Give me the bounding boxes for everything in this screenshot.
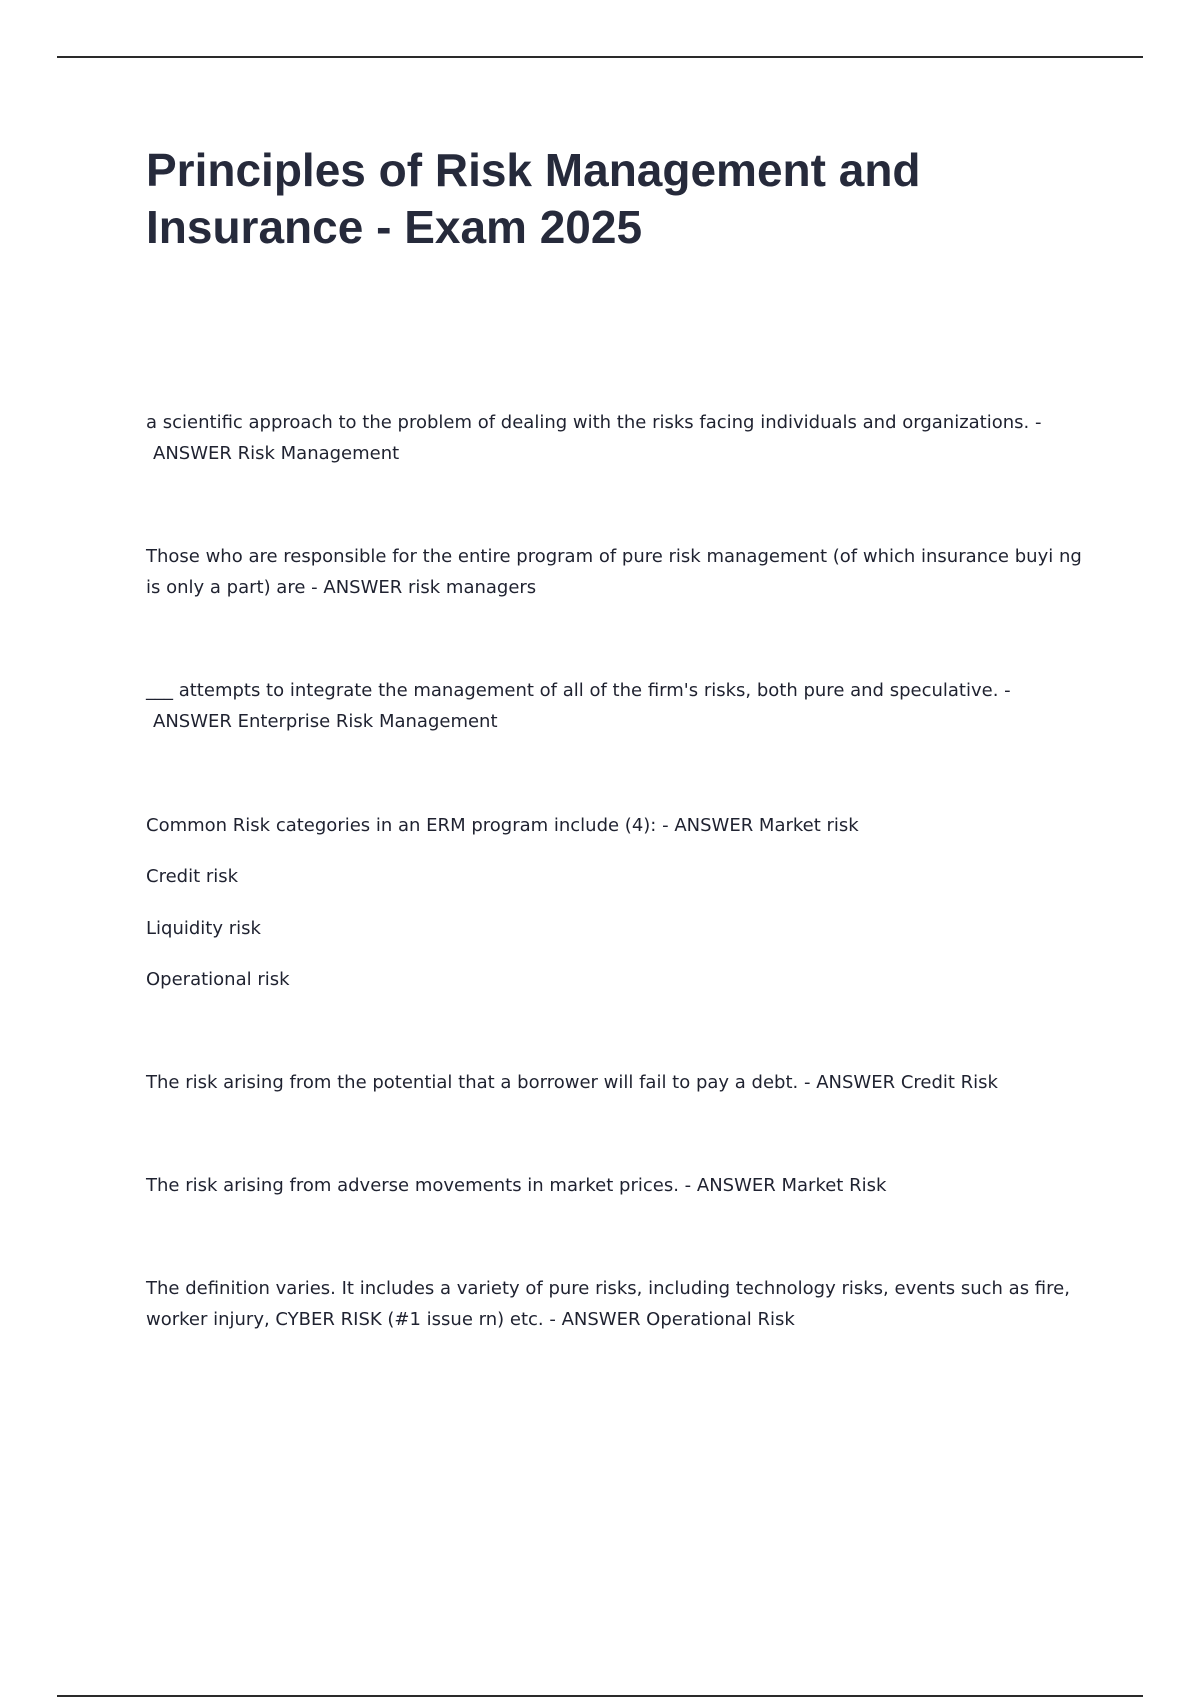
question-text: a scientific approach to the problem of dealing with the risks facing individuals and organizations. - [146, 412, 1042, 433]
answer-text: ANSWER risk managers [323, 576, 537, 598]
qa-item [146, 1274, 1086, 1335]
qa-item [146, 676, 1086, 737]
top-divider [57, 56, 1143, 58]
page-title: Principles of Risk Management and Insurance - Exam 2025 [146, 144, 921, 253]
qa-item [146, 1171, 1086, 1202]
qa-item [146, 1068, 1086, 1099]
question-text: Those who are responsible for the entire program of pure risk management (of which insurance buyi ng is only a part) are - [146, 546, 1082, 598]
question-text: ___ attempts to integrate the management of all of the firm's risks, both pure and speculative. - [146, 680, 1011, 701]
answer-text: ANSWER Market Risk [696, 1175, 887, 1196]
bottom-divider [57, 1695, 1143, 1697]
answer-list-item: Operational risk [146, 969, 290, 990]
answer-text: ANSWER Market risk [674, 815, 859, 836]
question-text: The definition varies. It includes a variety of pure risks, including technology risks, events such as fire, worker injury, CYBER RISK (#1 issue rn) etc. - [146, 1278, 1070, 1330]
question-text: Common Risk categories in an ERM program include (4): - [146, 815, 669, 836]
qa-item [146, 811, 1086, 842]
answer-text: ANSWER Credit Risk [816, 1072, 998, 1093]
answer-text: ANSWER Operational Risk [561, 1308, 795, 1330]
qa-item [146, 542, 1086, 603]
answer-list-item: Credit risk [146, 866, 239, 887]
answer-text: ANSWER Enterprise Risk Management [153, 710, 498, 732]
qa-item [146, 408, 1086, 469]
answer-list-item: Liquidity risk [146, 918, 261, 939]
question-text: The risk arising from adverse movements in market prices. - [146, 1175, 692, 1196]
answer-text: ANSWER Risk Management [153, 442, 400, 464]
question-text: The risk arising from the potential that a borrower will fail to pay a debt. - [146, 1072, 811, 1093]
